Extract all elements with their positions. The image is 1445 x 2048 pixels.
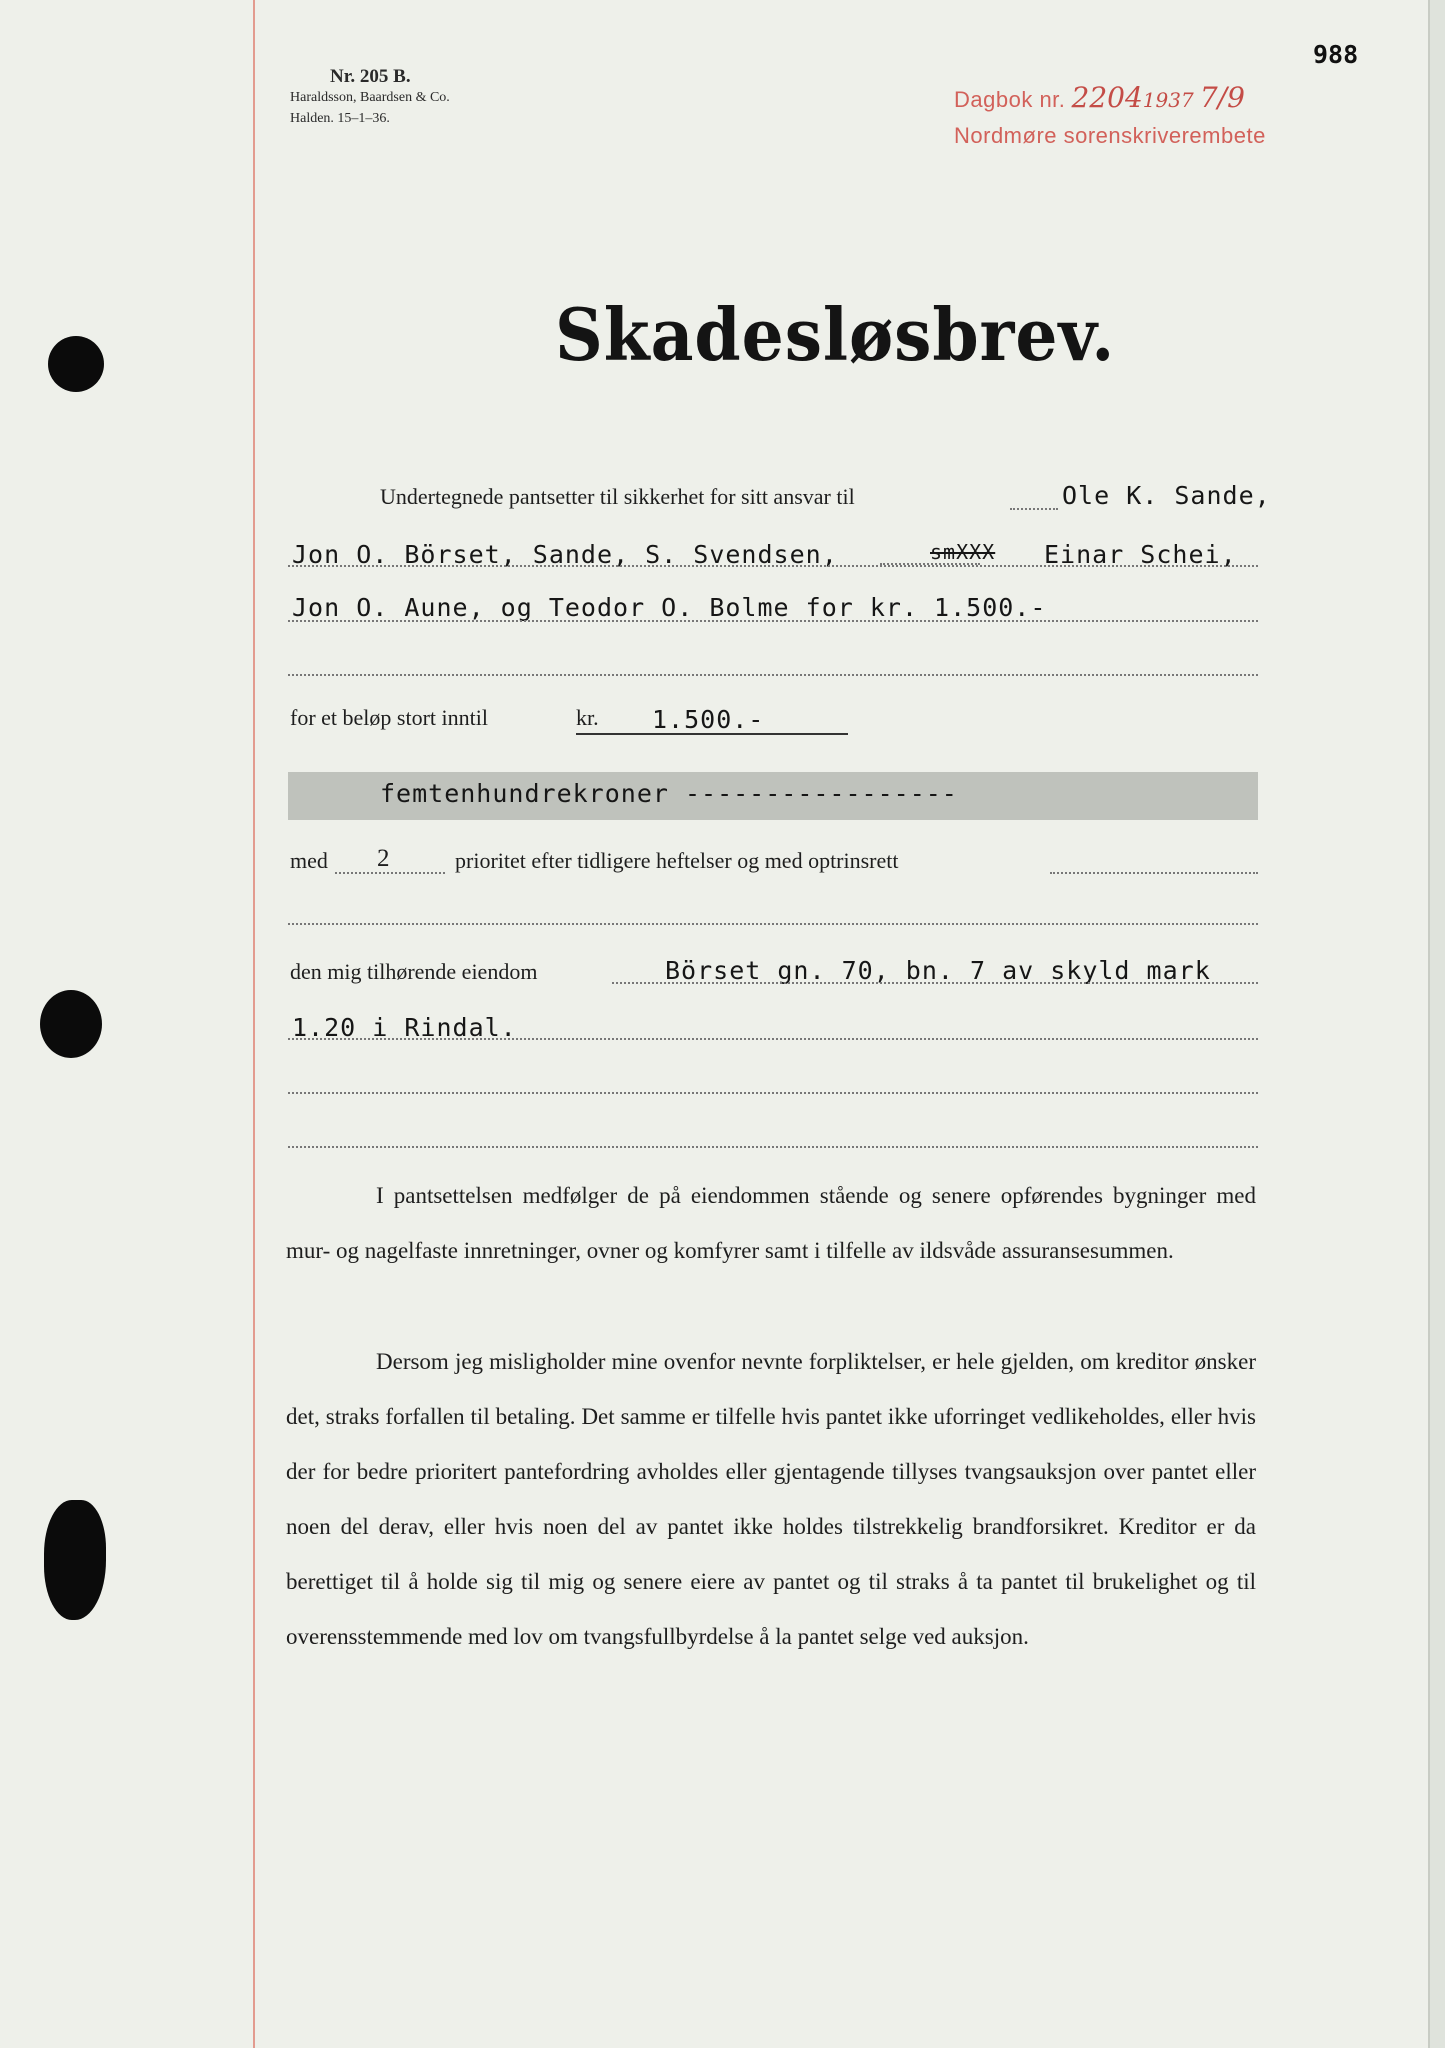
registry-stamp (954, 80, 1266, 154)
property-line-2: 1.20 i Rindal. (292, 1013, 517, 1042)
dotted-line (335, 872, 445, 874)
printer-imprint (290, 66, 450, 129)
dotted-line (612, 982, 1258, 984)
dotted-line (288, 923, 1258, 925)
folio-number: 988 (1313, 40, 1359, 69)
creditor-line-2b: Einar Schei, (1044, 540, 1237, 569)
priority-prefix: med (290, 848, 328, 873)
stamp-label: Dagbok nr. (954, 87, 1066, 112)
dotted-line (288, 674, 1258, 676)
priority-suffix: prioritet efter tidligere heftelser og med optrinsrett (455, 848, 899, 873)
punch-hole-top (48, 336, 104, 392)
punch-hole-bottom (44, 1500, 106, 1620)
amount-prefix: for et beløp stort inntil (290, 705, 488, 730)
amount-currency: kr. (576, 705, 599, 730)
amount-value: 1.500.- (652, 705, 765, 734)
stamp-year: 1937 (1142, 88, 1194, 112)
dotted-line (1050, 872, 1258, 874)
amount-underline (576, 733, 848, 735)
clause-fixtures (286, 1168, 1256, 1278)
clause-fixtures-text: I pantsettelsen medfølger de på eiendommen stående og senere opførendes bygninger med mur- og nagelfaste innretninger, ovner og komfyrer samt i tilfelle av ildsvåde assuransesummen. (286, 1183, 1256, 1263)
clause-default-text: Dersom jeg misligholder mine ovenfor nevnte forpliktelser, er hele gjelden, om kreditor ønsker det, straks forfallen til betaling. Det samme er tilfelle hvis pantet ikke uforringet vedlikeholdes, eller hvis der for bedre prioritert pantefordring avholdes eller gjentagende tillyses tvangsauksjon over pantet eller noen del derav, eller hvis noen del av pantet ikke holdes tilstrekkelig brandforsikret. Kreditor er da berettiget til å holde sig til mig og senere eiere av pantet og til straks å ta pantet til brukelighet og til overensstemmende med lov om tvangsfullbyrdelse å la pantet selge ved auksjon. (286, 1349, 1256, 1649)
stamp-number: 2204 (1071, 81, 1143, 114)
punch-hole-middle (40, 990, 102, 1058)
property-prefix: den mig tilhørende eiendom (290, 959, 538, 984)
publisher-name: Haraldsson, Baardsen & Co. (290, 90, 450, 105)
priority-number: 2 (377, 845, 390, 872)
creditor-struck-text: smXXX (930, 540, 996, 564)
dotted-line (288, 620, 1258, 622)
dotted-line (288, 565, 1258, 567)
clause-default (286, 1334, 1256, 1664)
creditor-line-1: Ole K. Sande, (1062, 481, 1271, 510)
dotted-line (288, 1146, 1258, 1148)
document-title: Skadesløsbrev. (555, 292, 1116, 377)
publisher-place-date: Halden. 15–1–36. (290, 111, 390, 126)
stamp-office: Nordmøre sorenskriverembete (954, 123, 1266, 148)
dotted-line (288, 1092, 1258, 1094)
dotted-line (288, 1038, 1258, 1040)
dotted-line (1010, 508, 1058, 510)
stamp-date: 7/9 (1199, 81, 1245, 114)
form-number: Nr. 205 B. (330, 66, 411, 87)
property-line-1: Börset gn. 70, bn. 7 av skyld mark (665, 956, 1211, 985)
amount-in-words: femtenhundrekroner ----------------- (380, 779, 958, 808)
intro-text: Undertegnede pantsetter til sikkerhet for sitt ansvar til (380, 484, 855, 509)
red-margin-line (253, 0, 255, 2048)
creditor-line-3: Jon O. Aune, og Teodor O. Bolme for kr. 1.500.- (292, 593, 1047, 622)
creditor-line-2a: Jon O. Börset, Sande, S. Svendsen, (292, 540, 838, 569)
